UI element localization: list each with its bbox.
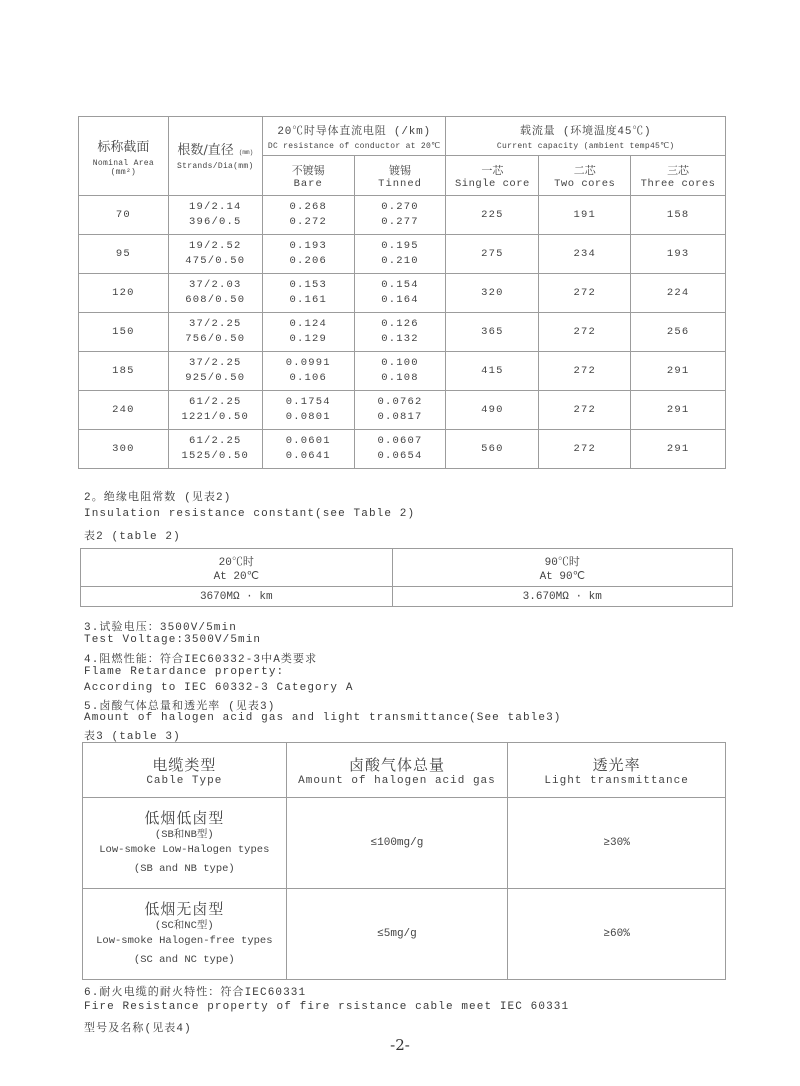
bare-value: 0.272	[289, 216, 327, 228]
strands-value: 19/2.52	[189, 240, 242, 252]
bare-value: 0.124	[289, 318, 327, 330]
bare-cell	[262, 274, 354, 313]
strands-value: 19/2.14	[189, 201, 242, 213]
single-core-value: 415	[481, 364, 504, 377]
t2-value-90c: 3.670MΩ · km	[392, 587, 732, 607]
cable-type-name-cn: 低烟低卤型	[144, 808, 225, 827]
tinned-value: 0.277	[381, 216, 419, 228]
header-dc-resistance	[262, 117, 446, 156]
strands-value: 61/2.25	[189, 435, 242, 447]
bare-value: 0.153	[289, 279, 327, 291]
strands-value: 396/0.5	[189, 216, 242, 228]
tinned-cn: 镀锡	[389, 163, 412, 177]
single-core-cell	[446, 274, 539, 313]
table-row	[83, 889, 726, 980]
nominal-area-en: Nominal Area	[92, 158, 155, 168]
strands-value: 925/0.50	[185, 372, 246, 384]
single-core-value: 365	[481, 325, 504, 338]
two-cores-cell	[539, 313, 631, 352]
tinned-value: 0.270	[381, 201, 419, 213]
t2-header-20c	[81, 549, 393, 587]
capacity-cn: 载流量 (环境温度45℃)	[520, 125, 652, 138]
strands-cell	[168, 430, 262, 469]
two-cores-cell	[539, 235, 631, 274]
header-tinned	[354, 156, 446, 196]
three-cores-value: 256	[666, 325, 690, 338]
two-cores-cell	[539, 274, 631, 313]
area-cell	[79, 196, 169, 235]
two-cores-value: 272	[573, 442, 596, 455]
t3-light-en: Light transmittance	[544, 774, 689, 787]
area-cell	[79, 313, 169, 352]
strands-cell	[168, 352, 262, 391]
bare-value: 0.206	[289, 255, 327, 267]
cable-type-name-en: Low-smoke Low-Halogen types	[99, 843, 270, 856]
three-cores-cell	[631, 313, 726, 352]
two-cores-cell	[539, 430, 631, 469]
light-transmittance-value: ≥60%	[508, 889, 726, 980]
bare-value: 0.193	[289, 240, 327, 252]
area-cell	[79, 391, 169, 430]
light-transmittance-value: ≥30%	[508, 798, 726, 889]
bare-value: 0.0991	[285, 357, 331, 369]
capacity-en: Current capacity (ambient temp45℃)	[496, 141, 675, 151]
three-cores-cell	[631, 235, 726, 274]
three-cores-value: 291	[666, 403, 690, 416]
t3-header-gas	[286, 743, 508, 798]
halogen-gas-value: ≤5mg/g	[286, 889, 508, 980]
tinned-value: 0.164	[381, 294, 419, 306]
t2-header-90c	[392, 549, 732, 587]
t3-gas-en: Amount of halogen acid gas	[298, 774, 496, 787]
header-three-cores	[631, 156, 726, 196]
two-cores-cell	[539, 352, 631, 391]
halogen-light-table	[82, 742, 726, 980]
single-en: Single core	[455, 177, 530, 190]
strands-value: 756/0.50	[185, 333, 246, 345]
area-value: 240	[112, 403, 135, 416]
bare-value: 0.268	[289, 201, 327, 213]
t3-gas-cn: 卤酸气体总量	[348, 755, 445, 774]
single-core-value: 225	[481, 208, 504, 221]
table-row	[79, 391, 726, 430]
three-cores-value: 193	[666, 247, 690, 260]
tinned-value: 0.0654	[377, 450, 423, 462]
table-row	[79, 235, 726, 274]
t2-value-20c: 3670MΩ · km	[81, 587, 393, 607]
area-cell	[79, 235, 169, 274]
strands-value: 37/2.25	[189, 357, 242, 369]
single-core-cell	[446, 430, 539, 469]
strands-cell	[168, 274, 262, 313]
insulation-resistance-table	[80, 548, 733, 607]
header-bare	[262, 156, 354, 196]
model-label: 型号及名称(见表4)	[84, 1023, 192, 1035]
bare-value: 0.0801	[285, 411, 331, 423]
bare-cn: 不镀锡	[291, 163, 325, 177]
bare-cell	[262, 430, 354, 469]
t3-header-type	[83, 743, 287, 798]
bare-value: 0.0601	[285, 435, 331, 447]
strands-value: 37/2.25	[189, 318, 242, 330]
t2-col2-cn: 90℃时	[544, 556, 580, 569]
tinned-cell	[354, 274, 446, 313]
section2-title-en: Insulation resistance constant(see Table 2)	[84, 508, 416, 520]
tinned-cell	[354, 391, 446, 430]
two-cores-value: 191	[573, 208, 596, 221]
three-cores-value: 224	[666, 286, 690, 299]
tinned-value: 0.100	[381, 357, 419, 369]
tinned-value: 0.210	[381, 255, 419, 267]
strands-cell	[168, 235, 262, 274]
cable-type-code-en: (SC and NC type)	[133, 953, 235, 966]
section4-title-cn: 4.阻燃性能：符合IEC60332-3中A类要求	[84, 654, 318, 666]
table-row	[79, 430, 726, 469]
tinned-value: 0.195	[381, 240, 419, 252]
strands-en: Strands/Dia(mm)	[177, 162, 254, 171]
section3-title-en: Test Voltage:3500V/5min	[84, 634, 262, 646]
bare-cell	[262, 235, 354, 274]
area-value: 150	[112, 325, 135, 338]
three-cn: 三芯	[667, 163, 690, 177]
bare-value: 0.106	[289, 372, 327, 384]
area-cell	[79, 352, 169, 391]
bare-value: 0.161	[289, 294, 327, 306]
strands-value: 475/0.50	[185, 255, 246, 267]
table-row	[83, 798, 726, 889]
table3-label: 表3 (table 3)	[84, 731, 181, 743]
area-value: 70	[115, 208, 131, 221]
bare-value: 0.0641	[285, 450, 331, 462]
header-nominal-area	[79, 117, 169, 196]
table1-body	[79, 196, 726, 469]
cable-type-code-cn: (SC和NC型)	[154, 919, 214, 932]
cable-type-code-cn: (SB和NB型)	[154, 828, 214, 841]
strands-value: 608/0.50	[185, 294, 246, 306]
strands-unit: (mm)	[238, 149, 254, 156]
tinned-value: 0.0607	[377, 435, 423, 447]
bare-en: Bare	[293, 177, 323, 190]
nominal-area-unit: (mm²)	[110, 167, 137, 177]
three-cores-value: 291	[666, 364, 690, 377]
header-two-cores	[539, 156, 631, 196]
two-cores-value: 272	[573, 325, 596, 338]
single-core-value: 320	[481, 286, 504, 299]
tinned-value: 0.132	[381, 333, 419, 345]
tinned-value: 0.0762	[377, 396, 423, 408]
single-cn: 一芯	[481, 163, 504, 177]
tinned-value: 0.0817	[377, 411, 423, 423]
three-cores-cell	[631, 391, 726, 430]
two-cores-value: 272	[573, 403, 596, 416]
tinned-en: Tinned	[378, 177, 422, 190]
nominal-area-cn: 标称截面	[97, 139, 150, 155]
conductor-resistance-capacity-table	[78, 116, 726, 469]
table-row	[79, 313, 726, 352]
single-core-cell	[446, 313, 539, 352]
cable-type-name-cn: 低烟无卤型	[144, 899, 225, 918]
strands-value: 1525/0.50	[181, 450, 250, 462]
cable-type-cell	[83, 798, 287, 889]
two-cores-cell	[539, 196, 631, 235]
table2-label: 表2 (table 2)	[84, 531, 181, 543]
strands-value: 1221/0.50	[181, 411, 250, 423]
t3-type-cn: 电缆类型	[152, 755, 217, 774]
two-en: Two cores	[554, 177, 616, 190]
two-cores-value: 272	[573, 364, 596, 377]
section6-title-cn: 6.耐火电缆的耐火特性：符合IEC60331	[84, 987, 307, 999]
three-cores-cell	[631, 274, 726, 313]
strands-title	[169, 139, 262, 158]
strands-cn: 根数/直径	[177, 143, 234, 158]
three-cores-cell	[631, 352, 726, 391]
single-core-cell	[446, 235, 539, 274]
section5-title-cn: 5.卤酸气体总量和透光率 (见表3)	[84, 701, 276, 713]
strands-cell	[168, 196, 262, 235]
tinned-cell	[354, 313, 446, 352]
strands-value: 37/2.03	[189, 279, 242, 291]
section2-title-cn: 2。绝缘电阻常数 (见表2)	[84, 492, 232, 504]
bare-cell	[262, 352, 354, 391]
tinned-cell	[354, 235, 446, 274]
single-core-cell	[446, 391, 539, 430]
header-strands	[168, 117, 262, 196]
area-cell	[79, 274, 169, 313]
section4-line2-en: According to IEC 60332-3 Category A	[84, 682, 354, 694]
section6-title-en: Fire Resistance property of fire rsistance cable meet IEC 60331	[84, 1001, 570, 1013]
table3-body	[83, 798, 726, 980]
t3-light-cn: 透光率	[592, 755, 641, 774]
t2-col1-cn: 20℃时	[218, 556, 254, 569]
table-row	[79, 352, 726, 391]
area-value: 95	[115, 247, 131, 260]
tinned-value: 0.126	[381, 318, 419, 330]
bare-value: 0.129	[289, 333, 327, 345]
two-cores-value: 234	[573, 247, 596, 260]
t3-type-en: Cable Type	[146, 774, 223, 787]
tinned-cell	[354, 352, 446, 391]
single-core-value: 560	[481, 442, 504, 455]
three-cores-cell	[631, 430, 726, 469]
strands-cell	[168, 391, 262, 430]
tinned-cell	[354, 196, 446, 235]
page-number: -2-	[390, 1036, 410, 1054]
bare-cell	[262, 196, 354, 235]
table-row	[79, 196, 726, 235]
section4-line1-en: Flame Retardance property:	[84, 666, 285, 678]
area-value: 300	[112, 442, 135, 455]
dc-res-en: DC resistance of conductor at 20℃	[267, 141, 441, 151]
single-core-value: 490	[481, 403, 504, 416]
bare-cell	[262, 313, 354, 352]
single-core-cell	[446, 352, 539, 391]
area-value: 185	[112, 364, 135, 377]
tinned-value: 0.108	[381, 372, 419, 384]
three-cores-value: 291	[666, 442, 690, 455]
area-cell	[79, 430, 169, 469]
halogen-gas-value: ≤100mg/g	[286, 798, 508, 889]
three-cores-value: 158	[666, 208, 690, 221]
cable-type-code-en: (SB and NB type)	[133, 862, 235, 875]
two-cores-value: 272	[573, 286, 596, 299]
area-value: 120	[112, 286, 135, 299]
t2-col1-en: At 20℃	[213, 570, 259, 583]
tinned-value: 0.154	[381, 279, 419, 291]
header-single-core	[446, 156, 539, 196]
single-core-value: 275	[481, 247, 504, 260]
three-cores-cell	[631, 196, 726, 235]
single-core-cell	[446, 196, 539, 235]
dc-res-cn: 20℃时导体直流电阻 (/km)	[277, 125, 431, 138]
two-cores-cell	[539, 391, 631, 430]
section5-title-en: Amount of halogen acid gas and light transmittance(See table3)	[84, 712, 562, 724]
three-en: Three cores	[640, 177, 716, 190]
cable-type-cell	[83, 889, 287, 980]
header-current-capacity	[446, 117, 726, 156]
table-row	[79, 274, 726, 313]
bare-cell	[262, 391, 354, 430]
t3-header-light	[508, 743, 726, 798]
tinned-cell	[354, 430, 446, 469]
t2-col2-en: At 90℃	[539, 570, 585, 583]
cable-type-name-en: Low-smoke Halogen-free types	[96, 934, 273, 947]
bare-value: 0.1754	[285, 396, 331, 408]
strands-value: 61/2.25	[189, 396, 242, 408]
section3-title-cn: 3.试验电压：3500V/5min	[84, 622, 237, 634]
strands-cell	[168, 313, 262, 352]
two-cn: 二芯	[573, 163, 596, 177]
